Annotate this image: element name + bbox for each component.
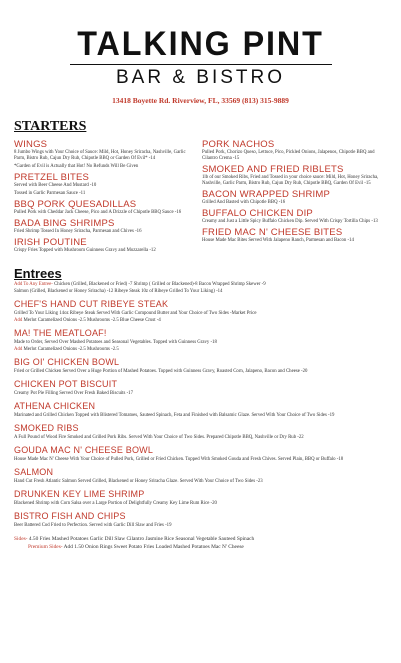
starter-name: BUFFALO CHICKEN DIP bbox=[202, 208, 313, 219]
starter-item bbox=[14, 218, 194, 235]
entree-item bbox=[14, 379, 387, 397]
starters-right-column bbox=[202, 139, 387, 256]
starters-columns bbox=[14, 139, 387, 256]
entree-addon bbox=[14, 346, 387, 353]
restaurant-logo bbox=[14, 26, 387, 88]
entree-name: BIG OI' CHICKEN BOWL bbox=[14, 357, 120, 367]
starter-name: PRETZEL BITES bbox=[14, 172, 90, 183]
entree-addons-label: Add To Any Entree- bbox=[14, 282, 53, 287]
starter-item bbox=[14, 237, 194, 254]
entree-item bbox=[14, 328, 387, 353]
entree-name: DRUNKEN KEY LIME SHRIMP bbox=[14, 489, 145, 499]
sides-list: 4.50 Fries Mashed Potatoes Garlic Dill Slaw Cilantro Jasmine Rice Seasonal Vegetable Sauteed Spinach bbox=[27, 536, 255, 542]
starter-item bbox=[202, 189, 387, 206]
starter-desc: Pulled Pork with Cheddar Jack Cheese, Pico and A Drizzle of Chipotle BBQ Sauce -16 bbox=[14, 210, 182, 215]
starter-item bbox=[14, 139, 194, 170]
starter-name: FRIED MAC N' CHEESE BITES bbox=[202, 227, 343, 238]
starters-left-column bbox=[14, 139, 194, 256]
entree-desc: Made to Order, Served Over Mashed Potatoes and Seasonal Vegetables. Topped with Guinness Gravy -18 bbox=[14, 340, 217, 345]
entree-item bbox=[14, 467, 387, 485]
sides-label: Sides- bbox=[14, 536, 28, 542]
starter-desc: House Made Mac Bites Served With Jalapeno Ranch, Parmesan and Bacon -14 bbox=[202, 238, 354, 243]
entree-addon-label: Add bbox=[14, 347, 23, 352]
entree-addon-text: Merlot Caramelized Onions -2.5 Mushrooms -2.5 Blue Cheese Crust -4 bbox=[22, 318, 161, 323]
starter-name: PORK NACHOS bbox=[202, 139, 275, 150]
entree-item bbox=[14, 357, 387, 375]
entree-desc: Marinated and Grilled Chicken Topped with Blistered Tomatoes, Sauteed Spinach, Feta and Finished with Balsamic Glaze. Served With Your Choice of Two Sides -19 bbox=[14, 413, 335, 418]
entree-addons-text: Chicken (Grilled, Blackened or Fried) -7 Shrimp ( Grilled or Blackened)-8 Bacon Wrapped Shrimp Skewer -9 bbox=[52, 282, 266, 287]
entree-name: BISTRO FISH AND CHIPS bbox=[14, 511, 126, 521]
starter-desc: Crispy Fries Topped with Mushroom Guinness Gravy and Mozzarella -12 bbox=[14, 248, 156, 253]
entree-desc: Fried or Grilled Chicken Served Over a Huge Portion of Mashed Potatoes. Topped with Guinness Gravy, Roasted Corn, Jalapeno, Bacon and Cheese -20 bbox=[14, 369, 308, 374]
entree-desc: Creamy Pot Pie Filling Served Over Fresh Baked Biscuits -17 bbox=[14, 391, 133, 396]
starter-item bbox=[14, 172, 194, 197]
entree-addons-line bbox=[14, 288, 387, 295]
starter-desc: Creamy and Just a Little Spicy Buffalo Chicken Dip. Served With Crispy Tortilla Chips -13 bbox=[202, 219, 378, 224]
starter-item bbox=[202, 227, 387, 244]
entree-item bbox=[14, 299, 387, 324]
logo-divider bbox=[70, 64, 332, 65]
premium-sides-list: Add 1.50 Onion Rings Sweet Potato Fries Loaded Mashed Potatoes Mac N' Cheese bbox=[62, 544, 244, 550]
entree-name: CHEF'S HAND CUT RIBEYE STEAK bbox=[14, 299, 169, 309]
entree-item bbox=[14, 401, 387, 419]
entree-name: GOUDA MAC N' CHEESE BOWL bbox=[14, 445, 154, 455]
starter-note: Tossed in Garlic Parmesan Sauce -11 bbox=[14, 191, 86, 196]
sides-line bbox=[14, 535, 387, 543]
starter-name: BBQ PORK QUESADILLAS bbox=[14, 199, 137, 210]
starter-desc: Served with Beer Cheese And Mustard -10 bbox=[14, 183, 97, 188]
entree-item bbox=[14, 445, 387, 463]
starter-desc: Grilled And Basted with Chipotle BBQ -16 bbox=[202, 200, 286, 205]
entree-name: SALMON bbox=[14, 467, 54, 477]
entree-addons-text: Salmon (Grilled, Blackened or Honey Sriracha) -12 Ribeye Steak 10z of Ribeye Grilled To Your Liking) -14 bbox=[14, 289, 223, 294]
logo-subtitle: BAR & BISTRO bbox=[115, 67, 286, 88]
logo-title: TALKING PINT bbox=[77, 25, 324, 63]
starter-desc: 1lb of our Smoked Ribs, Fried and Tossed in your choice sauce: Mild, Hot, Honey Sriracha, Nashville, Garlic Parm, Bistro Rub, Cajun Dry Rub, Chipotle BBQ, Garden Of Evil -15 bbox=[202, 175, 379, 186]
starter-note: *Garden of Evil is Actually that Hot! No Refunds Will Be Given bbox=[14, 164, 139, 169]
starter-desc: 8 Jumbo Wings with Your Choice of Sauce: Mild, Hot, Honey Sriracha, Nashville, Garlic Parm, Bistro Rub, Cajun Dry Rub, Chipotle BBQ or Garden Of Evil* -14 bbox=[14, 150, 186, 161]
entree-item bbox=[14, 423, 387, 441]
starter-name: IRISH POUTINE bbox=[14, 237, 87, 248]
entree-item bbox=[14, 489, 387, 507]
starter-name: BADA BING SHRIMPS bbox=[14, 218, 115, 229]
entree-desc: A Full Pound of Wood Fire Smoked and Grilled Pork Ribs. Served With Your Choice of Two Sides. Prepared Chipotle BBQ, Nashville or Dry Rub -22 bbox=[14, 435, 304, 440]
entree-addons-line bbox=[14, 281, 387, 288]
entree-addon-text: Merlot Caramelized Onions -2.5 Mushrooms -2.5 bbox=[22, 347, 119, 352]
entree-desc: Hand Cut Fresh Atlantic Salmon Served Grilled, Blackened or Honey Sriracha Glaze. Served With Your Choice of Two Sides -23 bbox=[14, 479, 263, 484]
entree-addon-label: Add bbox=[14, 318, 23, 323]
entrees-heading: Entrees bbox=[14, 266, 62, 281]
entree-name: MA! THE MEATLOAF! bbox=[14, 328, 107, 338]
entree-item bbox=[14, 511, 387, 529]
restaurant-address: 13418 Boyette Rd. Riverview, FL, 33569 (813) 315-9889 bbox=[112, 96, 289, 105]
starter-item bbox=[202, 164, 387, 187]
entree-desc: Grilled To Your Liking 14oz Ribeye Steak Served With Garlic Compound Butter and Your Choice of Two Sides -Market Price bbox=[14, 311, 257, 316]
entree-addon bbox=[14, 317, 387, 324]
entree-desc: Beer Battered Cod Fried to Perfection. Served with Garlic Dill Slaw and Fries -19 bbox=[14, 523, 172, 528]
entree-desc: Blackened Shrimp with Corn Salsa over a Large Portion of Delightfully Creamy Key Lime Rum Rice -20 bbox=[14, 501, 217, 506]
sides-section bbox=[14, 535, 387, 551]
starter-desc: Fried Shrimp Tossed In Honey Sriracha, Parmesan and Chives -16 bbox=[14, 229, 142, 234]
starter-desc: Pulled Pork, Chorizo Queso, Lettuce, Pico, Pickled Onions, Jalapenos, Chipotle BBQ and Cilantro Crema -15 bbox=[202, 150, 375, 161]
starters-heading: STARTERS bbox=[14, 119, 87, 134]
premium-sides-line bbox=[14, 543, 387, 551]
starter-name: WINGS bbox=[14, 139, 48, 150]
starter-name: SMOKED AND FRIED RIBLETS bbox=[202, 164, 344, 175]
starter-item bbox=[14, 199, 194, 216]
starter-name: BACON WRAPPED SHRIMP bbox=[202, 189, 331, 200]
starter-item bbox=[202, 208, 387, 225]
entree-name: CHICKEN POT BISCUIT bbox=[14, 379, 118, 389]
entree-name: SMOKED RIBS bbox=[14, 423, 79, 433]
entree-desc: House Made Mac N' Cheese With Your Choice of Pulled Pork, Grilled or Fried Chicken. Topped With Smoked Gouda and Fresh Chives. Served Plain, BBQ or Buffalo -18 bbox=[14, 457, 344, 462]
premium-sides-label: Premium Sides- bbox=[28, 544, 63, 550]
entree-name: ATHENA CHICKEN bbox=[14, 401, 96, 411]
starter-item bbox=[202, 139, 387, 162]
